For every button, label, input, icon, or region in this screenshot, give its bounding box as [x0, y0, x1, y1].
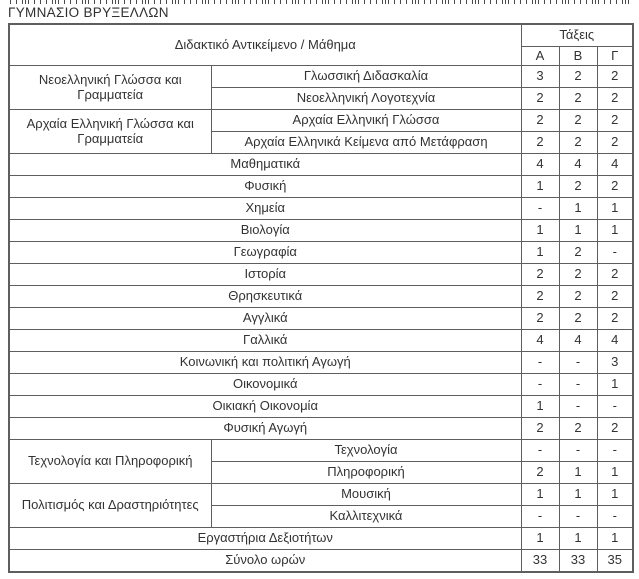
subject-cell: Γαλλικά: [9, 330, 521, 352]
subject-cell: Μαθηματικά: [9, 154, 521, 176]
curriculum-table: [8, 23, 634, 573]
hours-cell: 1: [521, 220, 559, 242]
header-row-1: [9, 24, 633, 47]
hours-cell: 33: [559, 550, 597, 573]
hours-cell: 1: [521, 528, 559, 550]
hours-cell: -: [559, 506, 597, 528]
hours-cell: 1: [597, 220, 633, 242]
hours-cell: -: [521, 198, 559, 220]
hours-cell: 2: [521, 286, 559, 308]
hours-cell: 3: [521, 66, 559, 88]
subject-cell: Κοινωνική και πολιτική Αγωγή: [9, 352, 521, 374]
hours-cell: -: [559, 352, 597, 374]
subject-cell: Γεωγραφία: [9, 242, 521, 264]
class-column-header-a: Α: [521, 47, 559, 66]
table-row: [9, 198, 633, 220]
hours-cell: 2: [559, 176, 597, 198]
hours-cell: -: [597, 506, 633, 528]
hours-cell: 4: [597, 154, 633, 176]
hours-cell: 2: [597, 308, 633, 330]
subject-cell: Μουσική: [211, 484, 521, 506]
table-row: [9, 374, 633, 396]
hours-cell: 2: [521, 308, 559, 330]
table-row: [9, 484, 633, 506]
hours-cell: 2: [597, 88, 633, 110]
table-row: [9, 220, 633, 242]
hours-cell: 2: [597, 132, 633, 154]
table-row: [9, 66, 633, 88]
table-row: [9, 110, 633, 132]
subject-cell: Αρχαία Ελληνικά Κείμενα από Μετάφραση: [211, 132, 521, 154]
subject-column-header: Διδακτικό Αντικείμενο / Μάθημα: [9, 24, 521, 66]
hours-cell: -: [521, 506, 559, 528]
category-cell: Πολιτισμός και Δραστηριότητες: [9, 484, 211, 528]
hours-cell: 2: [597, 110, 633, 132]
hours-cell: -: [559, 374, 597, 396]
hours-cell: 1: [559, 484, 597, 506]
hours-cell: 1: [521, 242, 559, 264]
subject-cell: Αγγλικά: [9, 308, 521, 330]
hours-cell: -: [521, 440, 559, 462]
class-column-header-b: Β: [559, 47, 597, 66]
hours-cell: 2: [559, 264, 597, 286]
table-row: [9, 550, 633, 573]
hours-cell: -: [597, 440, 633, 462]
table-row: [9, 528, 633, 550]
hours-cell: 3: [597, 352, 633, 374]
table-row: [9, 286, 633, 308]
class-column-header-g: Γ: [597, 47, 633, 66]
table-row: [9, 396, 633, 418]
subject-cell: Οικονομικά: [9, 374, 521, 396]
hours-cell: 2: [521, 88, 559, 110]
subject-cell: Καλλιτεχνικά: [211, 506, 521, 528]
hours-cell: 2: [559, 418, 597, 440]
category-cell: Αρχαία Ελληνική Γλώσσα και Γραμματεία: [9, 110, 211, 154]
subject-cell: Αρχαία Ελληνική Γλώσσα: [211, 110, 521, 132]
subject-cell: Φυσική Αγωγή: [9, 418, 521, 440]
hours-cell: 1: [521, 396, 559, 418]
subject-cell: Πληροφορική: [211, 462, 521, 484]
hours-cell: 4: [559, 330, 597, 352]
hours-cell: 2: [559, 66, 597, 88]
hours-cell: 1: [597, 198, 633, 220]
table-row: [9, 242, 633, 264]
hours-cell: 2: [597, 176, 633, 198]
subject-cell: Τεχνολογία: [211, 440, 521, 462]
hours-cell: 2: [521, 462, 559, 484]
hours-cell: 1: [521, 176, 559, 198]
hours-cell: 4: [521, 330, 559, 352]
hours-cell: 1: [559, 198, 597, 220]
hours-cell: -: [597, 242, 633, 264]
table-row: [9, 418, 633, 440]
hours-cell: 1: [597, 374, 633, 396]
subject-cell: Εργαστήρια Δεξιοτήτων: [9, 528, 521, 550]
hours-cell: 1: [521, 484, 559, 506]
hours-cell: 2: [597, 66, 633, 88]
hours-cell: 1: [597, 528, 633, 550]
subject-cell: Γλωσσική Διδασκαλία: [211, 66, 521, 88]
page-title: ΓΥΜΝΑΣΙΟ ΒΡΥΞΕΛΛΩΝ: [8, 5, 169, 20]
hours-cell: 1: [597, 484, 633, 506]
hours-cell: -: [521, 374, 559, 396]
hours-cell: -: [597, 396, 633, 418]
hours-cell: 33: [521, 550, 559, 573]
hours-cell: 2: [521, 110, 559, 132]
hours-cell: -: [559, 440, 597, 462]
subject-cell: Φυσική: [9, 176, 521, 198]
table-row: [9, 330, 633, 352]
hours-cell: 4: [597, 330, 633, 352]
table-row: [9, 154, 633, 176]
hours-cell: 2: [597, 286, 633, 308]
hours-cell: 1: [559, 528, 597, 550]
hours-cell: 2: [521, 418, 559, 440]
hours-cell: 2: [559, 286, 597, 308]
hours-cell: -: [521, 352, 559, 374]
hours-cell: 2: [597, 264, 633, 286]
subject-cell: Ιστορία: [9, 264, 521, 286]
hours-cell: 2: [559, 110, 597, 132]
subject-cell: Χημεία: [9, 198, 521, 220]
hours-cell: 35: [597, 550, 633, 573]
table-row: [9, 352, 633, 374]
category-cell: Νεοελληνική Γλώσσα και Γραμματεία: [9, 66, 211, 110]
hours-cell: 4: [521, 154, 559, 176]
hours-cell: 2: [559, 242, 597, 264]
hours-cell: 1: [559, 462, 597, 484]
subject-cell: Νεοελληνική Λογοτεχνία: [211, 88, 521, 110]
subject-cell: Βιολογία: [9, 220, 521, 242]
table-row: [9, 264, 633, 286]
hours-cell: 2: [559, 308, 597, 330]
subject-cell: Σύνολο ωρών: [9, 550, 521, 573]
hours-cell: 2: [559, 132, 597, 154]
subject-cell: Οικιακή Οικονομία: [9, 396, 521, 418]
curriculum-table-body: [9, 66, 633, 573]
hours-cell: 1: [559, 220, 597, 242]
hours-cell: 2: [521, 264, 559, 286]
hours-cell: 1: [597, 462, 633, 484]
table-row: [9, 176, 633, 198]
category-cell: Τεχνολογία και Πληροφορική: [9, 440, 211, 484]
hours-cell: 2: [521, 132, 559, 154]
hours-cell: 4: [559, 154, 597, 176]
table-row: [9, 440, 633, 462]
clipped-text-line-top: [10, 0, 630, 4]
hours-cell: 2: [597, 418, 633, 440]
hours-cell: -: [559, 396, 597, 418]
classes-header: Τάξεις: [521, 24, 633, 47]
hours-cell: 2: [559, 88, 597, 110]
subject-cell: Θρησκευτικά: [9, 286, 521, 308]
table-row: [9, 308, 633, 330]
curriculum-table-header: [9, 24, 633, 66]
